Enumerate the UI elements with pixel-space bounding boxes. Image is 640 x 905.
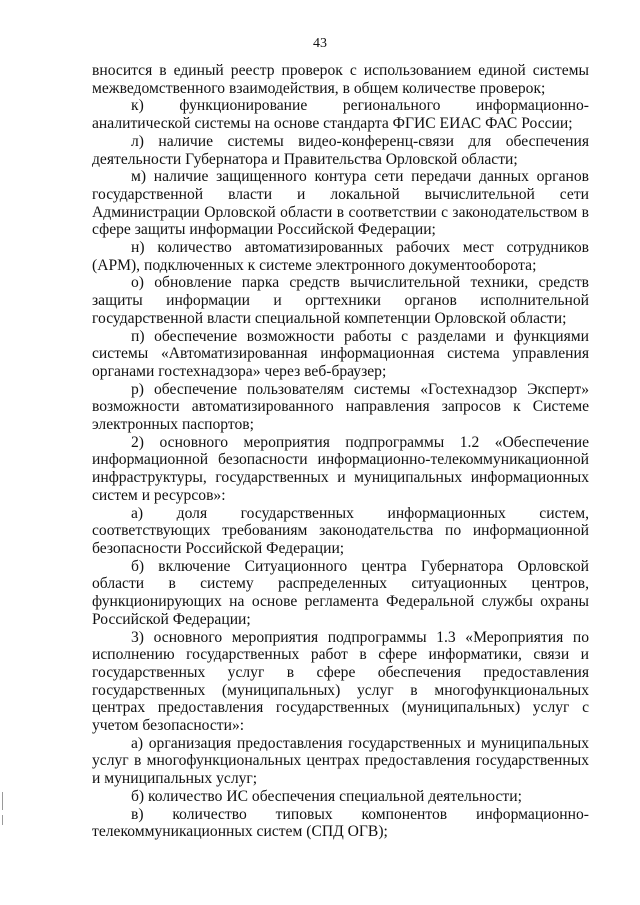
list-item-l: л) наличие системы видео-конференц-связи для обеспечения деятельности Губернатора и Правительства Орловской области; bbox=[92, 132, 589, 168]
list-item-b: б) включение Ситуационного центра Губернатора Орловской области в систему распределенных ситуационных центров, функционирующих на основе регламента Федеральной службы охраны Российской Федерации; bbox=[92, 557, 589, 628]
list-item-r: р) обеспечение пользователям системы «Гостехнадзор Эксперт» возможности автоматизированного направления запросов к Системе электронных паспортов; bbox=[92, 380, 589, 434]
document-body bbox=[92, 62, 589, 841]
list-item-k: к) функционирование регионального информационно-аналитической системы на основе стандарта ФГИС ЕИАС ФАС России; bbox=[92, 97, 589, 133]
list-item-a: а) организация предоставления государственных и муниципальных услуг в многофункциональных центрах предоставления государственных и муниципальных услуг; bbox=[92, 734, 589, 788]
list-item-n: н) количество автоматизированных рабочих мест сотрудников (АРМ), подключенных к системе электронного документооборота; bbox=[92, 239, 589, 274]
scan-margin-mark bbox=[2, 815, 3, 825]
paragraph: вносится в единый реестр проверок с использованием единой системы межведомственного взаимодействия, в общем количестве проверок; bbox=[92, 62, 589, 97]
section-item-3: 3) основного мероприятия подпрограммы 1.3 «Мероприятия по исполнению государственных работ в сфере информатики, связи и государственных услуг в сфере обеспечения предоставления государственных (муниципальных) услуг в многофункциональных центрах предоставления государственных (муниципальных) услуг с учетом безопасности»: bbox=[92, 628, 589, 735]
list-item-v: в) количество типовых компонентов информационно-телекоммуникационных систем (СПД ОГВ); bbox=[92, 805, 589, 841]
page-number: 43 bbox=[313, 36, 327, 51]
list-item-p: п) обеспечение возможности работы с разделами и функциями системы «Автоматизированная информационная система управления органами гостехнадзора» через веб-браузер; bbox=[92, 327, 589, 380]
section-item-2: 2) основного мероприятия подпрограммы 1.2 «Обеспечение информационной безопасности информационно-телекоммуникационной инфраструктуры, государственных и муниципальных информационных систем и ресурсов»: bbox=[92, 433, 589, 504]
list-item-o: о) обновление парка средств вычислительной техники, средств защиты информации и оргтехники органов исполнительной государственной власти специальной компетенции Орловской области; bbox=[92, 274, 589, 327]
scan-margin-mark bbox=[2, 792, 3, 810]
list-item-m: м) наличие защищенного контура сети передачи данных органов государственной власти и локальной вычислительной сети Администрации Орловской области в соответствии с законодательством в сфере защиты информации Российской Федерации; bbox=[92, 168, 589, 239]
list-item-a: а) доля государственных информационных систем, соответствующих требованиям законодательства по информационной безопасности Российской Федерации; bbox=[92, 504, 589, 557]
list-item-b: б) количество ИС обеспечения специальной деятельности; bbox=[131, 787, 522, 805]
